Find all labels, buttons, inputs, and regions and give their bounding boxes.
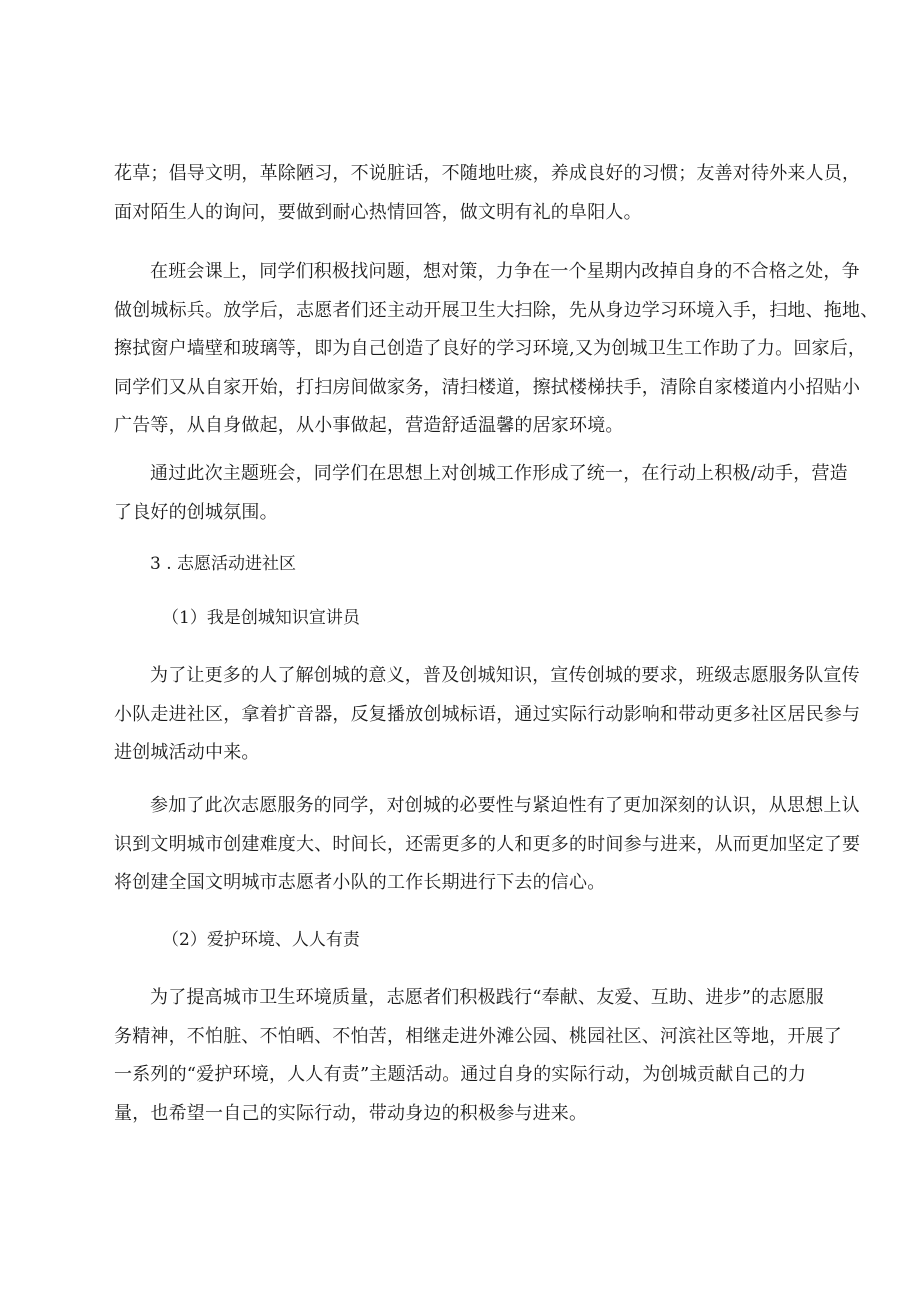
text-line: 面对陌生人的询问，要做到耐心热情回答，做文明有礼的阜阳人。 bbox=[114, 201, 642, 223]
text-line: 在班会课上，同学们积极找问题，想对策，力争在一个星期内改掉自身的不合格之处，争 bbox=[150, 261, 860, 282]
text-line: 了良好的创城氛围。 bbox=[114, 501, 278, 523]
paragraph-summary bbox=[114, 455, 848, 532]
text-line: 一系列的“爱护环境，人人有责”主题活动。通过自身的实际行动，为创城贡献自己的力 bbox=[114, 1064, 807, 1085]
text-line: 务精神，不怕脏、不怕晒、不怕苦，相继走进外滩公园、桃园社区、河滨社区等地，开展了 bbox=[114, 1025, 842, 1047]
text-line: 做创城标兵。放学后，志愿者们还主动开展卫生大扫除，先从身边学习环境入手，扫地、拖地、 bbox=[114, 299, 879, 321]
paragraph-class-meeting bbox=[114, 253, 879, 446]
text-line: 将创建全国文明城市志愿者小队的工作长期进行下去的信心。 bbox=[114, 872, 606, 893]
paragraph-environment bbox=[114, 979, 842, 1133]
text-line: 通过此次主题班会，同学们在思想上对创城工作形成了统一，在行动上积极/动手，营造 bbox=[150, 463, 848, 484]
text-line: 识到文明城市创建难度大、时间长，还需更多的人和更多的时间参与进来，从而更加坚定了要 bbox=[114, 833, 861, 855]
text-line: 广告等，从自身做起，从小事做起，营造舒适温馨的居家环境。 bbox=[114, 415, 624, 436]
subsection-heading-1: （1）我是创城知识宣讲员 bbox=[162, 608, 360, 628]
paragraph-promotion bbox=[114, 657, 861, 773]
paragraph-reflection bbox=[114, 787, 861, 903]
paragraph-civility bbox=[114, 155, 861, 232]
section-heading-3: 3 . 志愿活动进社区 bbox=[150, 554, 297, 574]
text-line: 量，也希望一自己的实际行动，带动身边的积极参与进来。 bbox=[114, 1102, 588, 1124]
text-line: 进创城活动中来。 bbox=[114, 742, 260, 763]
text-line: 花草；倡导文明，革除陋习，不说脏话，不随地吐痰，养成良好的习惯；友善对待外来人员， bbox=[114, 163, 861, 184]
text-line: 参加了此次志愿服务的同学，对创城的必要性与紧迫性有了更加深刻的认识，从思想上认 bbox=[150, 795, 860, 816]
text-line: 同学们又从自家开始，打扫房间做家务，清扫楼道，擦拭楼梯扶手，清除自家楼道内小招贴小 bbox=[114, 376, 861, 398]
subsection-heading-2: （2）爱护环境、人人有责 bbox=[162, 930, 360, 950]
text-line: 为了让更多的人了解创城的意义，普及创城知识，宣传创城的要求，班级志愿服务队宣传 bbox=[150, 665, 860, 686]
text-line: 小队走进社区，拿着扩音器，反复播放创城标语，通过实际行动影响和带动更多社区居民参与 bbox=[114, 703, 861, 725]
text-line: 擦拭窗户墙壁和玻璃等，即为自己创造了良好的学习环境,又为创城卫生工作助了力。回家后， bbox=[114, 338, 867, 359]
text-line: 为了提高城市卫生环境质量，志愿者们积极践行“奉献、友爱、互助、进步”的志愿服 bbox=[150, 987, 825, 1008]
